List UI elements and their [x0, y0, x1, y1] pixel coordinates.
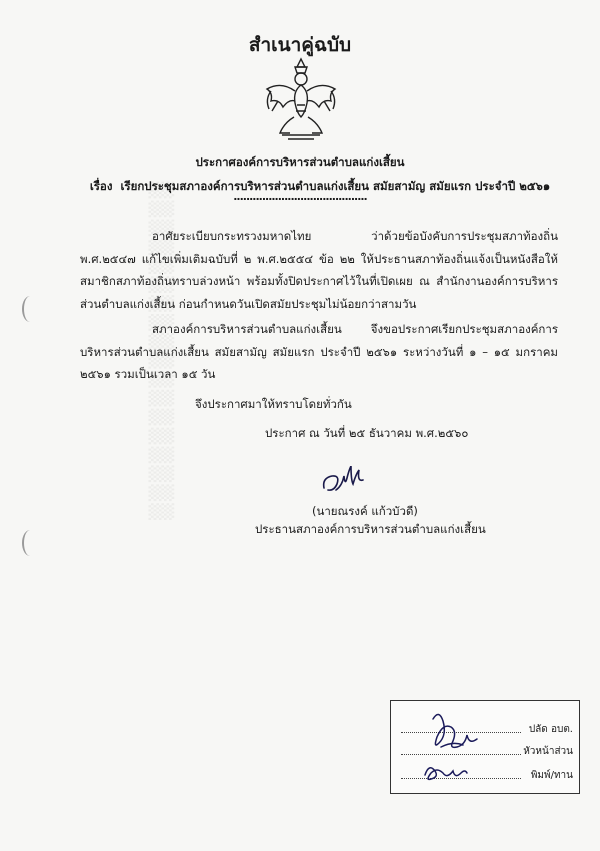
approval-initials	[421, 757, 471, 787]
paragraph-2	[80, 318, 558, 386]
approval-signature	[423, 707, 483, 763]
bleed-through-watermark: ▒▒▒▒▒▒▒▒▒▒▒▒▒▒▒▒▒▒	[150, 179, 175, 520]
garuda-emblem-icon	[258, 55, 344, 143]
handwritten-signature	[318, 466, 368, 500]
copy-title: สำเนาคู่ฉบับ	[248, 34, 352, 56]
separator-line: ..........................................	[233, 190, 367, 203]
signer-name: (นายณรงค์ แก้วบัวดี)	[312, 504, 418, 518]
approval-box	[390, 700, 580, 794]
subject-label: เรื่อง	[89, 179, 113, 193]
announcement-heading: ประกาศองค์การบริหารส่วนตำบลแก่งเสี้ยน	[195, 155, 405, 169]
signer-position: ประธานสภาองค์การบริหารส่วนตำบลแก่งเสี้ยน	[255, 522, 486, 536]
subject-text: เรียกประชุมสภาองค์การบริหารส่วนตำบลแก่งเสี้ยน สมัยสามัญ สมัยแรก ประจำปี ๒๕๖๑	[120, 179, 551, 193]
paragraph-1-text: อาศัยระเบียบกระทรวงมหาดไทย ว่าด้วยข้อบังคับการประชุมสภาท้องถิ่น พ.ศ.๒๕๔๗ แก้ไขเพิ่มเติมฉบับที่ ๒ พ.ศ.๒๕๕๔ ข้อ ๒๒ ให้ประธานสภาท้องถิ่นแจ้งเป็นหนังสือให้สมาชิกสภาท้องถิ่นทราบล่วงหน้า พร้อมทั้งปิดประกาศไว้ในที่เปิดเผย ณ สำนักงานองค์การบริหารส่วนตำบลแก่งเสี้ยน ก่อนกำหนดวันเปิดสมัยประชุมไม่น้อยกว่าสามวัน	[80, 229, 558, 311]
approval-row-label: หัวหน้าส่วน	[523, 746, 573, 757]
paragraph-1	[80, 225, 558, 315]
date-line: ประกาศ ณ วันที่ ๒๕ ธันวาคม พ.ศ.๒๕๖๐	[265, 426, 469, 440]
punch-hole-mark	[22, 296, 38, 322]
paragraph-3: จึงประกาศมาให้ทราบโดยทั่วกัน	[195, 397, 352, 411]
approval-row-label: ปลัด อบต.	[528, 724, 573, 735]
paragraph-2-text: สภาองค์การบริหารส่วนตำบลแก่งเสี้ยน จึงขอประกาศเรียกประชุมสภาองค์การบริหารส่วนตำบลแก่งเสี้ยน สมัยสามัญ สมัยแรก ประจำปี ๒๕๖๑ ระหว่างวันที่ ๑ – ๑๕ มกราคม ๒๕๖๑ รวมเป็นเวลา ๑๕ วัน	[80, 322, 558, 381]
punch-hole-mark	[22, 530, 38, 556]
approval-row-label: พิมพ์/ทาน	[530, 770, 573, 781]
